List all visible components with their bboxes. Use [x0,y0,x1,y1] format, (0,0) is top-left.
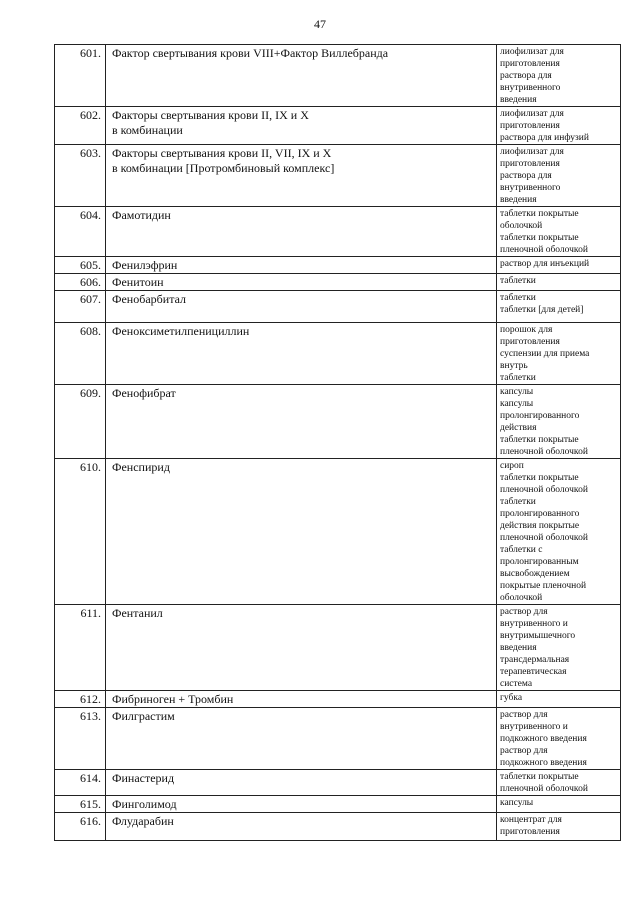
dosage-forms [497,708,621,770]
dosage-form-line: капсулы [500,798,534,808]
dosage-form-line: пленочной оболочкой [500,485,588,495]
dosage-forms [497,257,621,274]
table-row [55,385,621,459]
drug-name [106,796,497,813]
dosage-form-line: раствора для инфузий [500,133,589,143]
drug-name-line: Фенофибрат [112,386,176,400]
row-number: 603. [55,145,106,207]
dosage-form-line: порошок для [500,325,553,335]
drug-name-line: Флударабин [112,814,174,828]
dosage-form-line: раствор для [500,746,548,756]
dosage-form-line: таблетки [500,497,536,507]
dosage-forms [497,145,621,207]
drug-name [106,274,497,291]
drug-name-line: Факторы свертывания крови II, IX и X [112,108,309,122]
dosage-form-line: пленочной оболочкой [500,447,588,457]
dosage-form-line: раствора для [500,71,552,81]
drug-name-line: Финастерид [112,771,175,785]
row-number: 608. [55,323,106,385]
row-number: 613. [55,708,106,770]
dosage-form-line: таблетки [500,293,536,303]
dosage-form-line: приготовления [500,121,560,131]
drug-name [106,45,497,107]
table-row [55,691,621,708]
dosage-form-line: система [500,679,533,689]
table-body [55,45,621,841]
dosage-form-line: таблетки с [500,545,543,555]
drug-name-line: в комбинации [112,123,183,137]
drug-name-line: Фактор свертывания крови VIII+Фактор Виллебранда [112,46,389,60]
drug-name [106,459,497,605]
dosage-form-line: пролонгированным [500,557,579,567]
dosage-form-line: приготовления [500,827,560,837]
table-row [55,770,621,796]
dosage-form-line: лиофилизат для [500,47,564,57]
page-number: 47 [314,17,326,31]
dosage-form-line: подкожного введения [500,734,587,744]
dosage-form-line: раствора для [500,171,552,181]
dosage-form-line: приготовления [500,159,560,169]
dosage-form-line: внутримышечного [500,631,576,641]
row-number: 601. [55,45,106,107]
dosage-forms [497,274,621,291]
dosage-form-line: таблетки покрытые [500,772,579,782]
drug-name-line: Филграстим [112,709,175,723]
dosage-form-line: введения [500,195,537,205]
dosage-form-line: введения [500,95,537,105]
row-number: 607. [55,291,106,323]
dosage-form-line: таблетки [для детей] [500,305,584,315]
drug-name-line: Фенобарбитал [112,292,186,306]
row-number: 614. [55,770,106,796]
dosage-form-line: внутривенного и [500,619,568,629]
row-number: 612. [55,691,106,708]
table-row [55,45,621,107]
dosage-form-line: высвобождением [500,569,570,579]
dosage-forms [497,107,621,145]
drug-name-line: Фенитоин [112,275,164,289]
drug-name [106,813,497,841]
dosage-form-line: таблетки [500,373,536,383]
table-row [55,796,621,813]
row-number: 604. [55,207,106,257]
dosage-form-line: внутривенного [500,183,561,193]
table-row [55,257,621,274]
dosage-form-line: таблетки покрытые [500,209,579,219]
drug-name-line: Феноксиметилпенициллин [112,324,250,338]
table-row [55,274,621,291]
drug-name [106,257,497,274]
row-number: 609. [55,385,106,459]
table-row [55,605,621,691]
drug-name [106,145,497,207]
row-number: 611. [55,605,106,691]
drug-name [106,770,497,796]
table-row [55,291,621,323]
drug-name-line: Финголимод [112,797,177,811]
dosage-form-line: лиофилизат для [500,147,564,157]
drug-name [106,207,497,257]
dosage-form-line: оболочкой [500,221,543,231]
drug-name [106,323,497,385]
drug-name-line: Фентанил [112,606,163,620]
dosage-form-line: суспензии для приема [500,349,590,359]
drug-name-line: Фенилэфрин [112,258,178,272]
dosage-forms [497,605,621,691]
dosage-forms [497,207,621,257]
dosage-forms [497,813,621,841]
dosage-form-line: внутривенного [500,83,561,93]
drug-name-line: Факторы свертывания крови II, VII, IX и X [112,146,332,160]
dosage-form-line: таблетки [500,276,536,286]
drug-name [106,291,497,323]
table-row [55,145,621,207]
dosage-form-line: внутрь [500,361,528,371]
dosage-form-line: лиофилизат для [500,109,564,119]
dosage-form-line: пленочной оболочкой [500,245,588,255]
drug-name [106,708,497,770]
table-row [55,207,621,257]
dosage-form-line: пленочной оболочкой [500,784,588,794]
drug-name-line: в комбинации [Протромбиновый комплекс] [112,161,335,175]
dosage-forms [497,459,621,605]
dosage-form-line: покрытые пленочной [500,581,587,591]
drug-name [106,605,497,691]
row-number: 616. [55,813,106,841]
table-row [55,459,621,605]
dosage-form-line: действия [500,423,537,433]
dosage-form-line: подкожного введения [500,758,587,768]
drug-name-line: Фибриноген + Тромбин [112,692,234,706]
dosage-form-line: пролонгированного [500,411,580,421]
dosage-form-line: таблетки покрытые [500,435,579,445]
row-number: 610. [55,459,106,605]
dosage-form-line: терапевтическая [500,667,567,677]
dosage-forms [497,291,621,323]
table-row [55,107,621,145]
dosage-forms [497,385,621,459]
dosage-form-line: таблетки покрытые [500,473,579,483]
table-row [55,708,621,770]
dosage-forms [497,691,621,708]
drug-name [106,385,497,459]
dosage-form-line: таблетки покрытые [500,233,579,243]
dosage-form-line: раствор для [500,607,548,617]
dosage-form-line: пленочной оболочкой [500,533,588,543]
row-number: 602. [55,107,106,145]
dosage-forms [497,45,621,107]
table-row [55,813,621,841]
dosage-form-line: капсулы [500,387,534,397]
dosage-form-line: введения [500,643,537,653]
drug-list-table [54,44,621,841]
drug-name-line: Фамотидин [112,208,171,222]
table-row [55,323,621,385]
dosage-form-line: внутривенного и [500,722,568,732]
dosage-form-line: оболочкой [500,593,543,603]
drug-name-line: Фенспирид [112,460,170,474]
dosage-form-line: действия покрытые [500,521,580,531]
dosage-form-line: концентрат для [500,815,562,825]
row-number: 615. [55,796,106,813]
drug-name [106,691,497,708]
dosage-forms [497,770,621,796]
row-number: 605. [55,257,106,274]
dosage-forms [497,323,621,385]
dosage-form-line: раствор для инъекций [500,259,590,269]
dosage-form-line: капсулы [500,399,534,409]
dosage-form-line: приготовления [500,337,560,347]
dosage-form-line: приготовления [500,59,560,69]
dosage-form-line: пролонгированного [500,509,580,519]
dosage-form-line: губка [500,693,523,703]
row-number: 606. [55,274,106,291]
dosage-forms [497,796,621,813]
dosage-form-line: трансдермальная [500,655,570,665]
dosage-form-line: раствор для [500,710,548,720]
dosage-form-line: сироп [500,461,524,471]
drug-name [106,107,497,145]
